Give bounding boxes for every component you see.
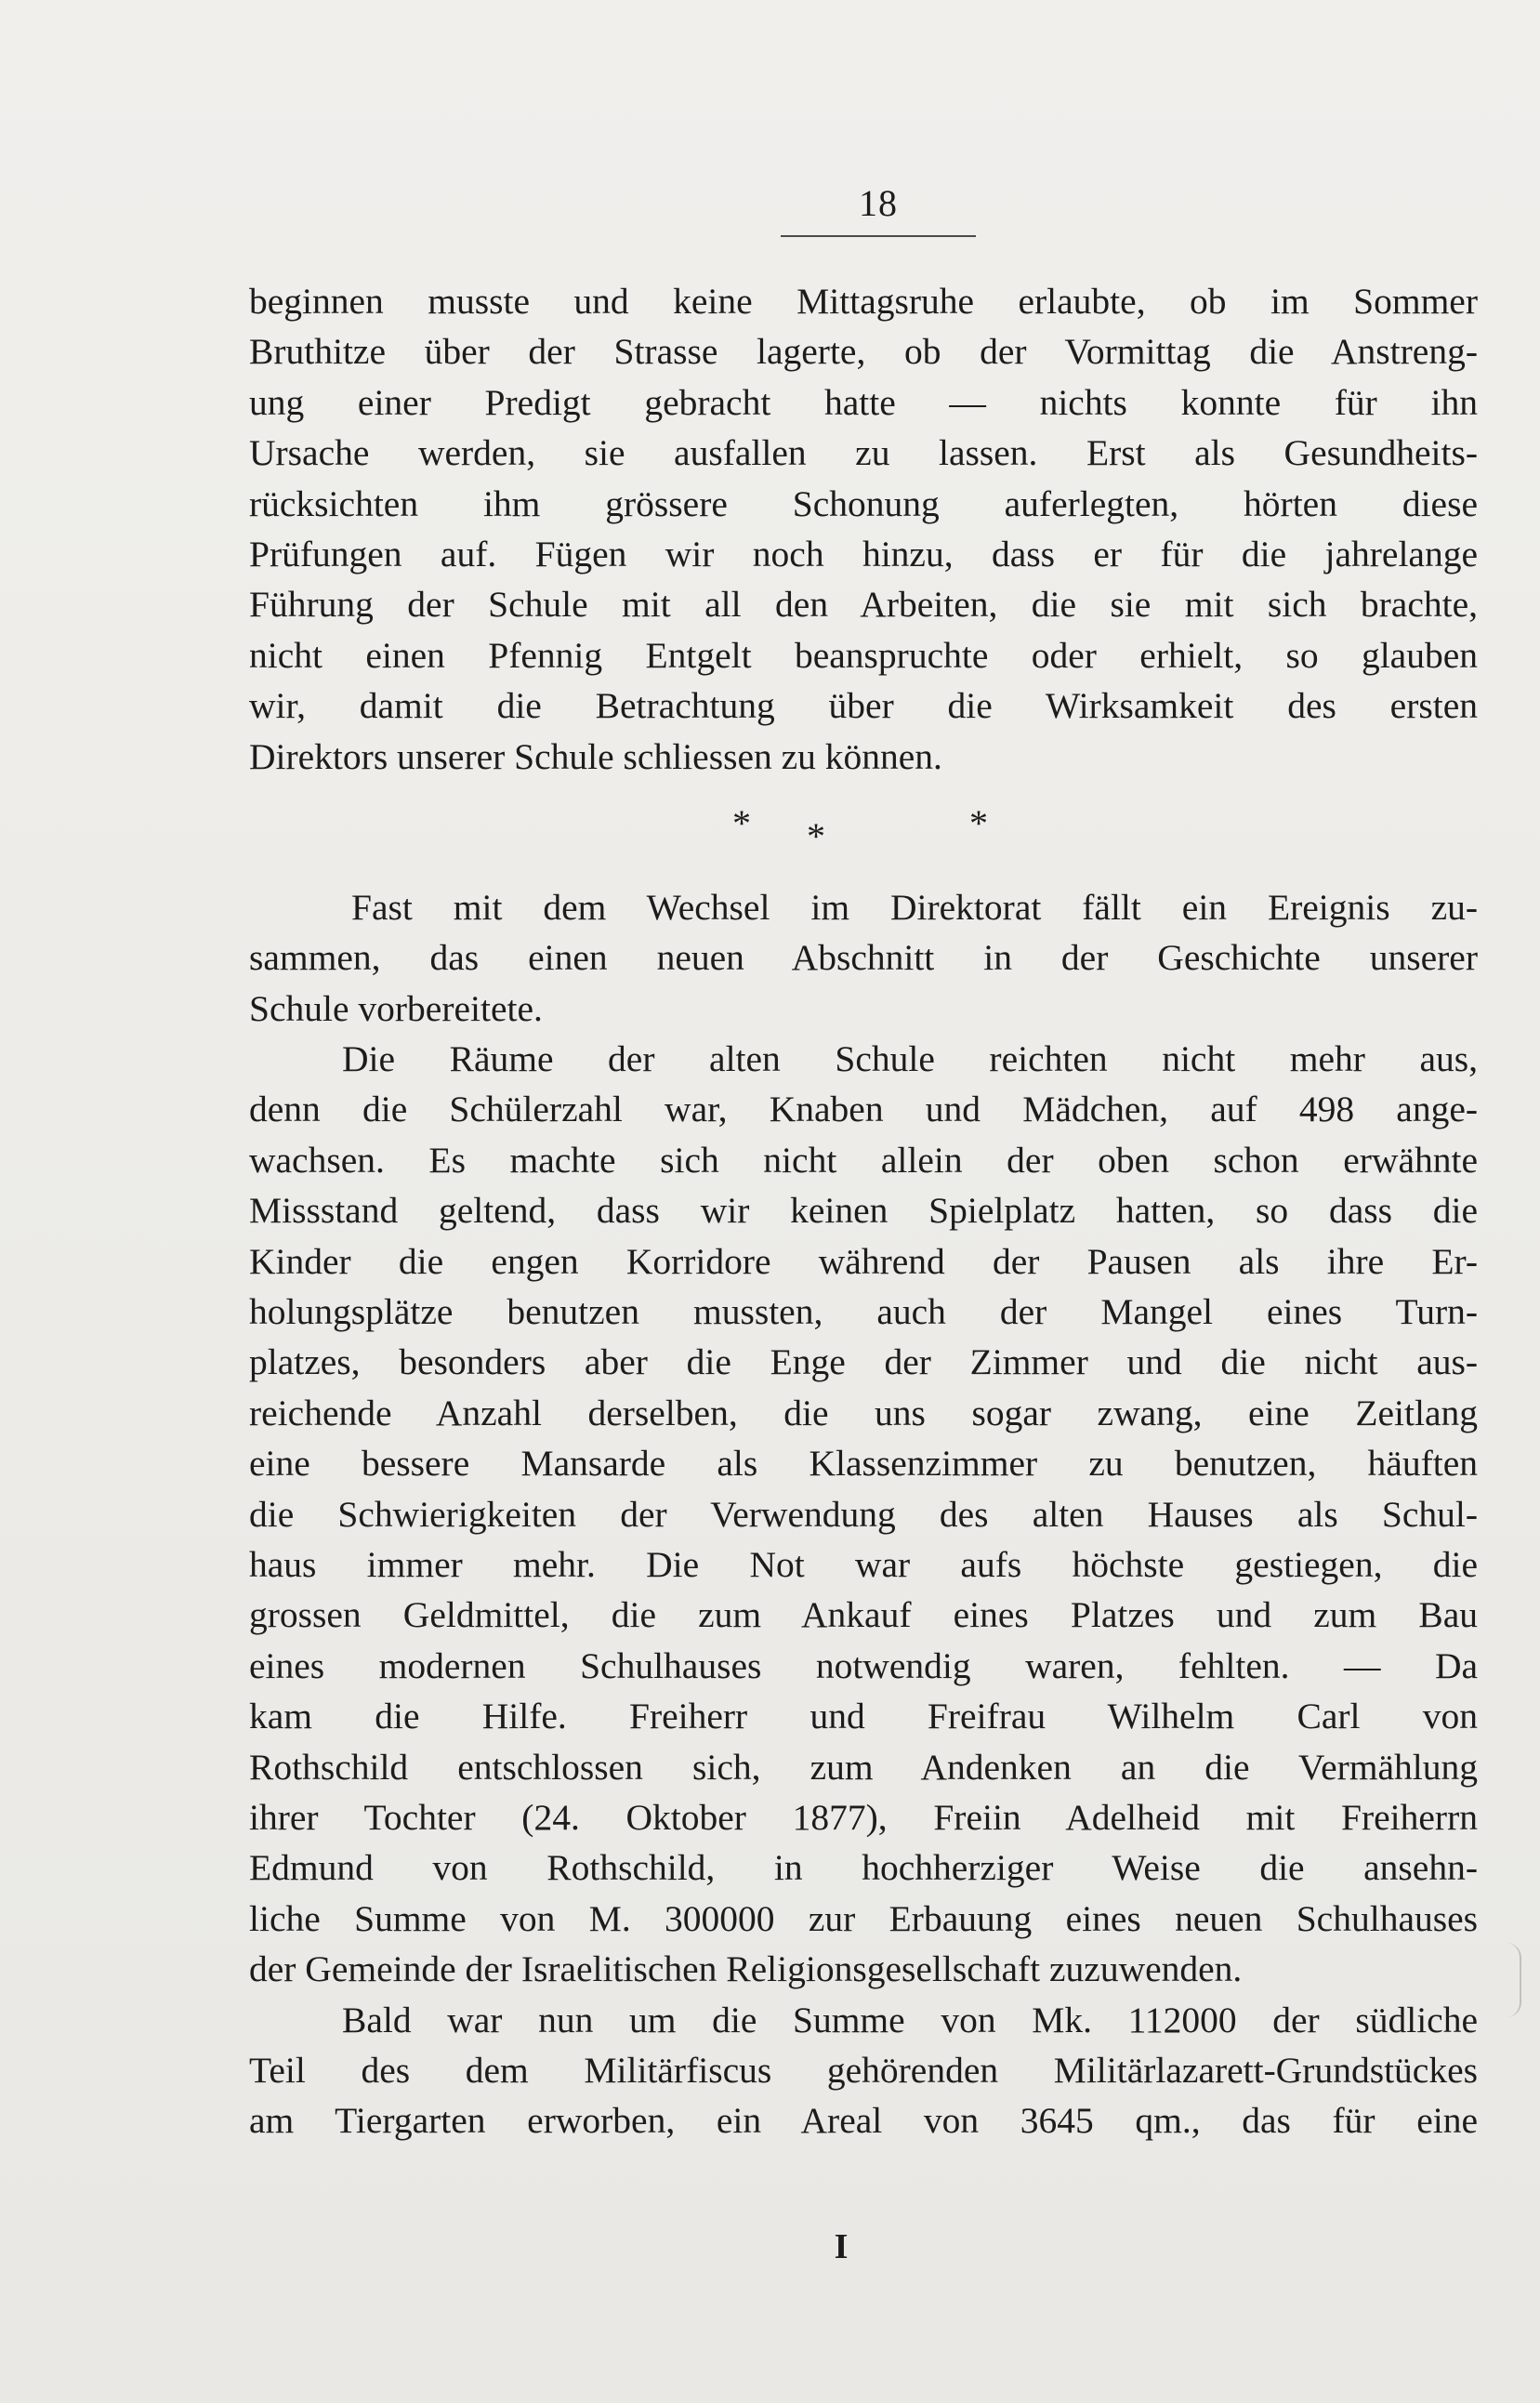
text-line: holungsplätze benutzen mussten, auch der Mangel eines Turn- (249, 1291, 1478, 1333)
text-line: beginnen musste und keine Mittagsruhe erlaubte, ob im Sommer (249, 281, 1478, 322)
signature-mark: I (834, 2227, 849, 2266)
text-line: eine bessere Mansarde als Klassenzimmer zu benutzen, häuften (249, 1443, 1478, 1485)
header-rule (781, 235, 976, 237)
text-line: nicht einen Pfennig Entgelt beanspruchte oder erhielt, so glauben (249, 634, 1478, 676)
text-line: reichende Anzahl derselben, die uns sogar zwang, eine Zeitlang (249, 1392, 1478, 1433)
paragraph-1 (249, 276, 1478, 782)
text-line: Prüfungen auf. Fügen wir noch hinzu, dass er für die jahrelange (249, 533, 1478, 574)
page-number: 18 (859, 182, 898, 224)
section-separator (249, 782, 1478, 882)
text-line: eines modernen Schulhauses notwendig waren, fehlten. — Da (249, 1644, 1478, 1686)
text-line: Missstand geltend, dass wir keinen Spielplatz hatten, so dass die (249, 1190, 1478, 1232)
text-line: liche Summe von M. 300000 zur Erbauung eines neuen Schulhauses (249, 1897, 1478, 1939)
text-line: Ursache werden, sie ausfallen zu lassen. Erst als Gesundheits- (249, 432, 1478, 474)
asterisk: * (807, 814, 825, 857)
page-edge-mark (1507, 1943, 1521, 2017)
text-line: Direktors unserer Schule schliessen zu können. (249, 735, 942, 777)
text-line: Fast mit dem Wechsel im Direktorat fällt ein Ereignis zu- (351, 886, 1478, 928)
text-line: denn die Schülerzahl war, Knaben und Mädchen, auf 498 ange- (249, 1089, 1478, 1130)
text-line: Kinder die engen Korridore während der Pausen als ihre Er- (249, 1240, 1478, 1282)
text-line: wachsen. Es machte sich nicht allein der oben schon erwähnte (249, 1139, 1478, 1181)
text-line: ung einer Predigt gebracht hatte — nichts konnte für ihn (249, 381, 1478, 423)
text-line: platzes, besonders aber die Enge der Zimmer und die nicht aus- (249, 1341, 1478, 1383)
text-line: Schule vorbereitete. (249, 987, 543, 1029)
text-line: ihrer Tochter (24. Oktober 1877), Freiin Adelheid mit Freiherrn (249, 1796, 1478, 1838)
text-line: Führung der Schule mit all den Arbeiten, die sie mit sich brachte, (249, 584, 1478, 626)
text-line: Die Räume der alten Schule reichten nicht mehr aus, (342, 1038, 1478, 1080)
text-line: die Schwierigkeiten der Verwendung des alten Hauses als Schul- (249, 1493, 1478, 1535)
text-line: Teil des dem Militärfiscus gehörenden Militärlazarett-Grundstückes (249, 2049, 1478, 2091)
text-line: der Gemeinde der Israelitischen Religionsgesellschaft zuzuwenden. (249, 1948, 1243, 1990)
text-line: am Tiergarten erworben, ein Areal von 3645 qm., das für eine (249, 2100, 1478, 2142)
text-line: Bruthitze über der Strasse lagerte, ob der Vormittag die Anstreng- (249, 331, 1478, 373)
body-text (249, 276, 1478, 2146)
text-line: kam die Hilfe. Freiherr und Freifrau Wilhelm Carl von (249, 1696, 1478, 1737)
paragraph-3 (249, 1034, 1478, 1994)
paragraph-4 (249, 1995, 1478, 2146)
text-line: Bald war nun um die Summe von Mk. 112000 der südliche (342, 1999, 1478, 2040)
asterisk: * (732, 801, 751, 844)
paragraph-2 (249, 882, 1478, 1034)
text-line: sammen, das einen neuen Abschnitt in der Geschichte unserer (249, 937, 1478, 979)
text-line: wir, damit die Betrachtung über die Wirksamkeit des ersten (249, 685, 1478, 727)
text-line: haus immer mehr. Die Not war aufs höchste gestiegen, die (249, 1543, 1478, 1585)
asterisk: * (969, 801, 988, 844)
text-line: Edmund von Rothschild, in hochherziger Weise die ansehn- (249, 1847, 1478, 1889)
text-line: grossen Geldmittel, die zum Ankauf eines Platzes und zum Bau (249, 1594, 1478, 1636)
text-line: rücksichten ihm grössere Schonung auferlegten, hörten diese (249, 482, 1478, 524)
text-line: Rothschild entschlossen sich, zum Andenken an die Vermählung (249, 1746, 1478, 1788)
